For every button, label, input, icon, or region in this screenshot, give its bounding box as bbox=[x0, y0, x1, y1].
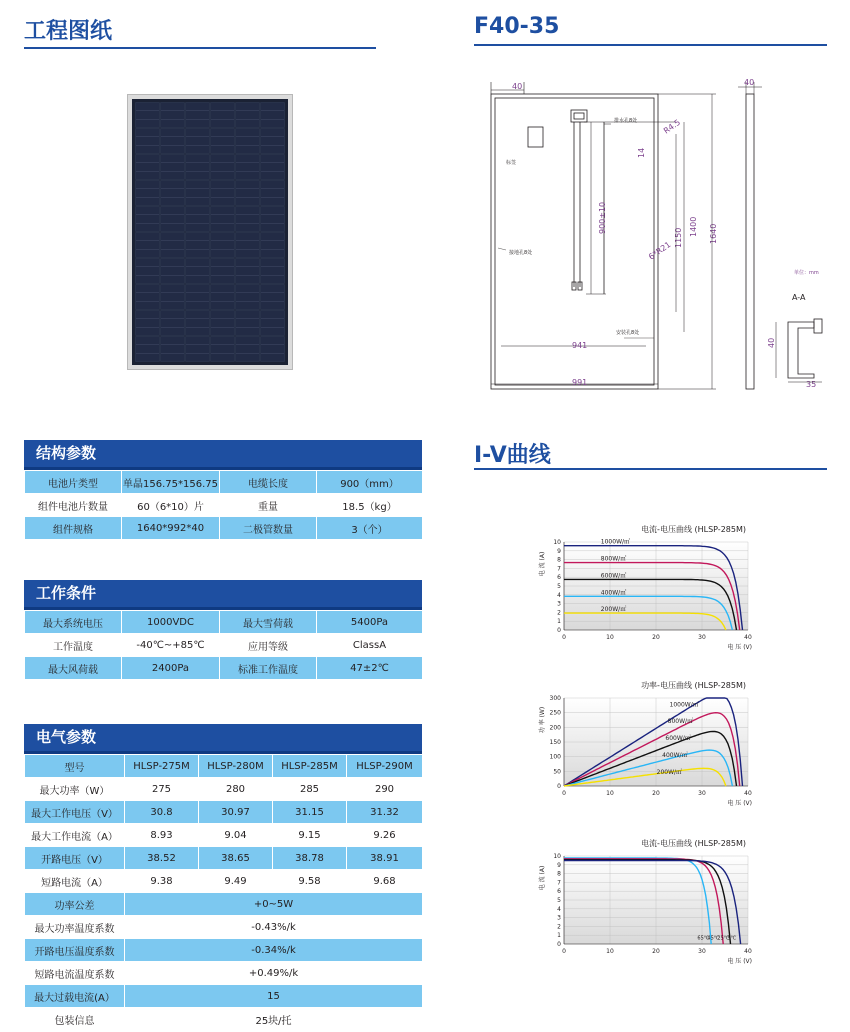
y-tick-label: 9 bbox=[557, 547, 561, 555]
solar-cell bbox=[261, 233, 285, 258]
table-cell: 包装信息 bbox=[25, 1008, 125, 1031]
unit-label: 单位：mm bbox=[794, 270, 819, 276]
table-cell: HLSP-275M bbox=[125, 755, 199, 778]
table-cell: 9.49 bbox=[199, 870, 273, 893]
table-row bbox=[25, 962, 423, 985]
solar-cell bbox=[211, 207, 235, 232]
table-row bbox=[25, 634, 423, 657]
solar-cell bbox=[236, 233, 260, 258]
table-cell: 280 bbox=[199, 778, 273, 801]
table-cell: 最大工作电流（A） bbox=[25, 824, 125, 847]
solar-cell bbox=[261, 337, 285, 362]
table-cell: 最大系统电压 bbox=[25, 611, 122, 634]
series-label: 200W/㎡ bbox=[600, 606, 627, 614]
x-axis-label: 电 压 (V) bbox=[727, 958, 752, 965]
table-row bbox=[25, 985, 423, 1008]
section-label: A-A bbox=[792, 293, 806, 302]
table-cell: 开路电压（V） bbox=[25, 847, 125, 870]
table-row bbox=[25, 870, 423, 893]
solar-cell bbox=[236, 207, 260, 232]
solar-cell bbox=[161, 337, 185, 362]
table-cell: 9.15 bbox=[273, 824, 347, 847]
solar-cell bbox=[211, 155, 235, 180]
y-tick-label: 5 bbox=[557, 583, 561, 590]
x-tick-label: 20 bbox=[652, 634, 660, 641]
y-tick-label: 1 bbox=[557, 618, 561, 626]
table-cell: 开路电压温度系数 bbox=[25, 939, 125, 962]
series-label: 1000W/㎡ bbox=[600, 538, 631, 546]
table-row bbox=[25, 824, 423, 847]
table-cell: 最大功率（W） bbox=[25, 778, 125, 801]
table-cell: 31.32 bbox=[347, 801, 423, 824]
table-row bbox=[25, 916, 423, 939]
solar-cell bbox=[261, 155, 285, 180]
table-header-row bbox=[25, 755, 423, 778]
solar-panel-image bbox=[127, 94, 293, 370]
table-cell: -0.34%/k bbox=[125, 939, 423, 962]
iv-chart-irradiance bbox=[522, 520, 772, 655]
table-cell: -0.43%/k bbox=[125, 916, 423, 939]
y-tick-label: 6 bbox=[557, 574, 561, 582]
dim-r45: R4.5 bbox=[661, 117, 683, 136]
solar-cell bbox=[136, 285, 160, 310]
x-tick-label: 40 bbox=[744, 790, 752, 797]
table-cell: 60（6*10）片 bbox=[122, 494, 220, 517]
dim-top-width: 40 bbox=[512, 82, 523, 91]
solar-cell bbox=[186, 103, 210, 128]
solar-cell bbox=[236, 311, 260, 336]
x-tick-label: 10 bbox=[606, 790, 614, 797]
table-cell: 组件电池片数量 bbox=[25, 494, 122, 517]
table-cell: 38.52 bbox=[125, 847, 199, 870]
solar-cell bbox=[161, 207, 185, 232]
x-tick-label: 30 bbox=[698, 634, 706, 641]
electrical-table bbox=[24, 724, 422, 1031]
y-tick-label: 8 bbox=[557, 556, 561, 564]
series-label: 600W/㎡ bbox=[665, 735, 691, 743]
structure-table-title: 结构参数 bbox=[24, 440, 422, 470]
table-cell: HLSP-280M bbox=[199, 755, 273, 778]
solar-cell bbox=[211, 103, 235, 128]
solar-cell bbox=[261, 129, 285, 154]
panel-cell-grid bbox=[132, 99, 288, 365]
solar-cell bbox=[211, 311, 235, 336]
y-tick-label: 7 bbox=[557, 565, 561, 573]
table-cell: 最大雪荷载 bbox=[220, 611, 317, 634]
y-tick-label: 0 bbox=[557, 783, 561, 790]
y-axis-label: 电 流 (A) bbox=[539, 865, 546, 891]
table-cell: 1000VDC bbox=[122, 611, 220, 634]
series-label: 45℃ bbox=[707, 935, 720, 942]
table-cell: 30.97 bbox=[199, 801, 273, 824]
x-tick-label: 30 bbox=[698, 948, 706, 955]
dim-991: 991 bbox=[572, 378, 588, 387]
dim-900: 900±10 bbox=[598, 201, 607, 234]
table-cell: 9.38 bbox=[125, 870, 199, 893]
solar-cell bbox=[261, 181, 285, 206]
table-cell: 电池片类型 bbox=[25, 471, 122, 494]
table-cell: 最大过载电流(A） bbox=[25, 985, 125, 1008]
table-cell: 15 bbox=[125, 985, 423, 1008]
table-cell: 2400Pa bbox=[122, 657, 220, 680]
structure-table bbox=[24, 440, 422, 540]
table-row bbox=[25, 778, 423, 801]
solar-cell bbox=[261, 311, 285, 336]
table-cell: ClassA bbox=[317, 634, 423, 657]
table-cell: 1640*992*40 bbox=[122, 517, 220, 540]
table-cell: 标准工作温度 bbox=[220, 657, 317, 680]
table-cell: 单晶156.75*156.75 bbox=[122, 471, 220, 494]
series-label: 25℃ bbox=[717, 935, 730, 942]
table-cell: 8.93 bbox=[125, 824, 199, 847]
solar-cell bbox=[161, 311, 185, 336]
table-cell: 9.04 bbox=[199, 824, 273, 847]
x-tick-label: 20 bbox=[652, 790, 660, 797]
y-tick-label: 10 bbox=[553, 853, 561, 860]
solar-cell bbox=[186, 285, 210, 310]
solar-cell bbox=[186, 207, 210, 232]
solar-cell bbox=[261, 285, 285, 310]
table-cell: 47±2℃ bbox=[317, 657, 423, 680]
solar-cell bbox=[186, 259, 210, 284]
table-cell: 9.26 bbox=[347, 824, 423, 847]
solar-cell bbox=[161, 233, 185, 258]
series-label: 5℃ bbox=[727, 935, 737, 942]
table-cell: 30.8 bbox=[125, 801, 199, 824]
table-row bbox=[25, 657, 423, 680]
table-row bbox=[25, 611, 423, 634]
section-rule-model bbox=[474, 44, 827, 46]
table-cell: 38.65 bbox=[199, 847, 273, 870]
x-tick-label: 0 bbox=[562, 634, 566, 641]
solar-cell bbox=[236, 285, 260, 310]
y-tick-label: 100 bbox=[549, 753, 561, 761]
y-tick-label: 4 bbox=[557, 905, 561, 913]
dim-sec-w: 35 bbox=[806, 380, 817, 389]
series-label: 65℃ bbox=[697, 935, 710, 942]
x-tick-label: 40 bbox=[744, 948, 752, 955]
solar-cell bbox=[186, 181, 210, 206]
solar-cell bbox=[186, 129, 210, 154]
series-label: 600W/㎡ bbox=[600, 572, 627, 580]
y-tick-label: 300 bbox=[549, 695, 561, 702]
y-tick-label: 0 bbox=[557, 627, 561, 634]
y-tick-label: 200 bbox=[549, 724, 561, 732]
solar-cell bbox=[211, 129, 235, 154]
y-tick-label: 250 bbox=[549, 709, 561, 717]
table-cell: 电缆长度 bbox=[220, 471, 317, 494]
electrical-table-title: 电气参数 bbox=[24, 724, 422, 754]
table-cell: 3（个） bbox=[317, 517, 423, 540]
y-axis-label: 功 率 (W) bbox=[539, 706, 546, 734]
chart-title: 电流-电压曲线 (HLSP-285M) bbox=[641, 525, 746, 534]
table-cell: 900（mm） bbox=[317, 471, 423, 494]
table-cell: 18.5（kg） bbox=[317, 494, 423, 517]
section-title-iv: I-V曲线 bbox=[474, 443, 551, 468]
solar-cell bbox=[136, 259, 160, 284]
x-axis-label: 电 压 (V) bbox=[727, 800, 752, 807]
solar-cell bbox=[186, 155, 210, 180]
solar-cell bbox=[236, 129, 260, 154]
table-cell: 短路电流（A） bbox=[25, 870, 125, 893]
y-tick-label: 3 bbox=[557, 600, 561, 608]
table-cell: 二极管数量 bbox=[220, 517, 317, 540]
chart-title: 功率-电压曲线 (HLSP-285M) bbox=[641, 681, 746, 690]
series-label: 800W/㎡ bbox=[667, 718, 694, 726]
table-cell: 290 bbox=[347, 778, 423, 801]
solar-cell bbox=[136, 207, 160, 232]
solar-cell bbox=[161, 129, 185, 154]
table-cell: 重量 bbox=[220, 494, 317, 517]
solar-cell bbox=[161, 259, 185, 284]
solar-cell bbox=[211, 181, 235, 206]
x-tick-label: 30 bbox=[698, 790, 706, 797]
solar-cell bbox=[136, 129, 160, 154]
y-tick-label: 4 bbox=[557, 591, 561, 599]
solar-cell bbox=[211, 337, 235, 362]
solar-cell bbox=[211, 285, 235, 310]
solar-cell bbox=[261, 103, 285, 128]
table-row bbox=[25, 1008, 423, 1031]
series-label: 400W/㎡ bbox=[600, 589, 627, 597]
dim-1150: 1150 bbox=[674, 227, 683, 248]
y-tick-label: 2 bbox=[557, 923, 561, 931]
y-tick-label: 0 bbox=[557, 941, 561, 948]
series-label: 800W/㎡ bbox=[600, 555, 627, 563]
solar-cell bbox=[136, 155, 160, 180]
section-rule-drawing bbox=[24, 47, 376, 49]
working-table bbox=[24, 580, 422, 680]
label-hole-ground: 接地孔8处 bbox=[509, 250, 533, 256]
table-cell: 38.78 bbox=[273, 847, 347, 870]
y-tick-label: 3 bbox=[557, 914, 561, 922]
table-cell: 短路电流温度系数 bbox=[25, 962, 125, 985]
table-cell: 38.91 bbox=[347, 847, 423, 870]
x-tick-label: 0 bbox=[562, 948, 566, 955]
table-cell: 组件规格 bbox=[25, 517, 122, 540]
dim-side-width: 40 bbox=[744, 78, 755, 87]
x-tick-label: 20 bbox=[652, 948, 660, 955]
table-cell: +0~5W bbox=[125, 893, 423, 916]
y-tick-label: 7 bbox=[557, 879, 561, 887]
table-row bbox=[25, 893, 423, 916]
solar-cell bbox=[236, 259, 260, 284]
solar-cell bbox=[211, 259, 235, 284]
section-title-drawing: 工程图纸 bbox=[24, 19, 113, 44]
solar-cell bbox=[261, 207, 285, 232]
y-axis-label: 电 流 (A) bbox=[539, 551, 546, 577]
iv-chart-temperature bbox=[522, 834, 772, 969]
table-cell: 275 bbox=[125, 778, 199, 801]
solar-cell bbox=[186, 337, 210, 362]
dim-1400: 1400 bbox=[689, 216, 698, 237]
table-row bbox=[25, 801, 423, 824]
dim-6r21: 6*R21 bbox=[646, 240, 673, 262]
solar-cell bbox=[186, 311, 210, 336]
panel-cell-area bbox=[132, 99, 288, 365]
table-cell: 25块/托 bbox=[125, 1008, 423, 1031]
table-cell: 最大功率温度系数 bbox=[25, 916, 125, 939]
table-cell: 最大工作电压（V） bbox=[25, 801, 125, 824]
x-tick-label: 40 bbox=[744, 634, 752, 641]
label-nameplate: 标签 bbox=[506, 160, 517, 166]
y-tick-label: 9 bbox=[557, 861, 561, 869]
table-cell: HLSP-285M bbox=[273, 755, 347, 778]
section-title-model: F40-35 bbox=[474, 14, 560, 39]
dim-941: 941 bbox=[572, 341, 588, 350]
table-cell: 工作温度 bbox=[25, 634, 122, 657]
solar-cell bbox=[236, 155, 260, 180]
table-row bbox=[25, 939, 423, 962]
table-cell: HLSP-290M bbox=[347, 755, 423, 778]
y-tick-label: 2 bbox=[557, 609, 561, 617]
pv-chart-irradiance bbox=[522, 676, 772, 811]
solar-cell bbox=[136, 103, 160, 128]
table-cell: 9.58 bbox=[273, 870, 347, 893]
dim-1640: 1640 bbox=[709, 223, 718, 244]
table-cell: 285 bbox=[273, 778, 347, 801]
solar-cell bbox=[136, 233, 160, 258]
y-tick-label: 8 bbox=[557, 870, 561, 878]
table-row bbox=[25, 517, 423, 540]
solar-cell bbox=[236, 181, 260, 206]
y-tick-label: 5 bbox=[557, 897, 561, 904]
y-tick-label: 6 bbox=[557, 888, 561, 896]
solar-cell bbox=[136, 311, 160, 336]
table-cell: 5400Pa bbox=[317, 611, 423, 634]
chart-title: 电流-电压曲线 (HLSP-285M) bbox=[641, 839, 746, 848]
solar-cell bbox=[236, 103, 260, 128]
y-tick-label: 150 bbox=[549, 739, 561, 746]
x-tick-label: 10 bbox=[606, 634, 614, 641]
solar-cell bbox=[136, 337, 160, 362]
solar-cell bbox=[161, 285, 185, 310]
label-hole-install: 安装孔8处 bbox=[616, 330, 640, 336]
table-cell: 功率公差 bbox=[25, 893, 125, 916]
table-cell: 应用等级 bbox=[220, 634, 317, 657]
dim-14: 14 bbox=[637, 147, 646, 158]
label-hole-drain: 排水孔8处 bbox=[614, 118, 638, 124]
solar-cell bbox=[161, 103, 185, 128]
solar-cell bbox=[161, 181, 185, 206]
section-rule-iv bbox=[474, 468, 827, 470]
table-cell: -40℃~+85℃ bbox=[122, 634, 220, 657]
engineering-drawing bbox=[476, 72, 836, 402]
y-tick-label: 1 bbox=[557, 932, 561, 940]
table-cell: 31.15 bbox=[273, 801, 347, 824]
table-cell: 型号 bbox=[25, 755, 125, 778]
y-tick-label: 10 bbox=[553, 539, 561, 546]
solar-cell bbox=[161, 155, 185, 180]
table-row bbox=[25, 494, 423, 517]
solar-cell bbox=[186, 233, 210, 258]
solar-cell bbox=[261, 259, 285, 284]
table-cell: 最大风荷载 bbox=[25, 657, 122, 680]
table-row bbox=[25, 471, 423, 494]
solar-cell bbox=[236, 337, 260, 362]
dim-sec-h: 40 bbox=[767, 337, 776, 348]
series-label: 200W/㎡ bbox=[656, 768, 683, 776]
x-tick-label: 10 bbox=[606, 948, 614, 955]
table-row bbox=[25, 847, 423, 870]
y-tick-label: 50 bbox=[553, 768, 561, 776]
table-cell: +0.49%/k bbox=[125, 962, 423, 985]
solar-cell bbox=[136, 181, 160, 206]
table-cell: 9.68 bbox=[347, 870, 423, 893]
series-label: 400W/㎡ bbox=[662, 752, 688, 760]
solar-cell bbox=[211, 233, 235, 258]
series-label: 1000W/㎡ bbox=[669, 701, 699, 709]
x-axis-label: 电 压 (V) bbox=[727, 644, 752, 651]
x-tick-label: 0 bbox=[562, 790, 566, 797]
working-table-title: 工作条件 bbox=[24, 580, 422, 610]
